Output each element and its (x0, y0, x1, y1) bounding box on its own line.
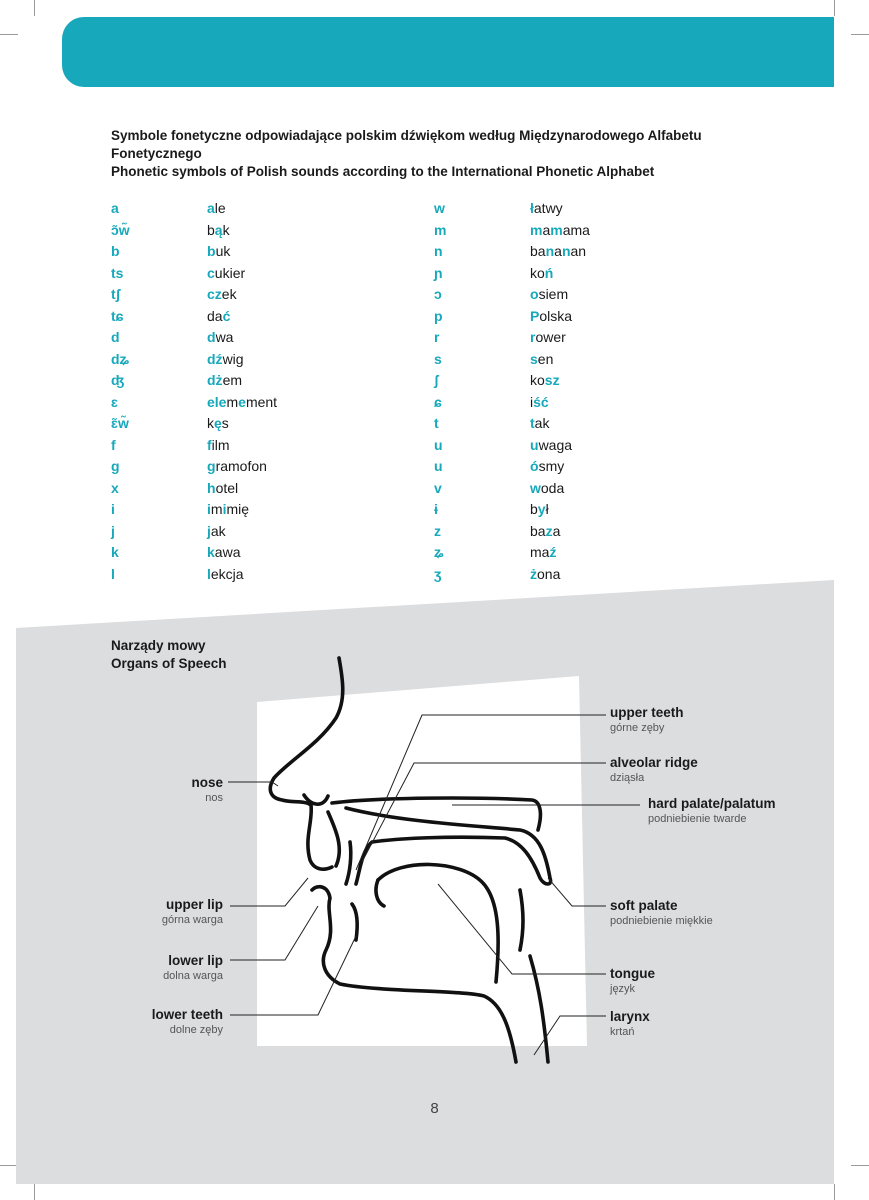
highlighted-letters: ó (530, 458, 539, 474)
label-lower-teeth: lower teeth dolne zęby (151, 1007, 223, 1036)
label-larynx: larynx krtań (610, 1009, 650, 1038)
word-part: ramofon (215, 458, 267, 474)
phonetic-symbol: ʃ (434, 372, 439, 388)
phonetic-symbol: ɛ̃w̃ (111, 415, 129, 431)
highlighted-letters: n (545, 243, 555, 259)
highlighted-letters: ń (544, 264, 554, 281)
word-part: ukier (214, 264, 246, 281)
phonetic-symbol: j (111, 522, 115, 539)
highlighted-letters: dź (207, 350, 223, 367)
phonetic-symbol: r (434, 329, 440, 345)
word-part: oda (540, 479, 565, 496)
phonetic-symbol: ɔ (434, 286, 442, 302)
highlighted-letters: ć (222, 307, 231, 324)
phonetic-symbol: ɕ (434, 393, 442, 410)
highlighted-letters: sz (544, 372, 560, 388)
highlighted-letters: a (207, 200, 215, 216)
label-upper-lip: upper lip górna warga (161, 897, 223, 926)
phonetic-symbol: p (434, 307, 443, 324)
word-part: an (570, 243, 587, 259)
word-part: a (554, 243, 562, 259)
phonetic-symbol: b (111, 243, 120, 259)
highlighted-letters: ę (214, 415, 222, 431)
phonetic-symbol: w (434, 200, 445, 216)
highlighted-letters: ł (530, 200, 534, 216)
word-part: awa (214, 544, 241, 560)
word-part: a (552, 522, 561, 539)
word-part: ak (210, 522, 226, 539)
highlighted-letters: dż (207, 372, 223, 388)
word-part: ower (535, 329, 566, 345)
phonetic-symbol: k (111, 544, 119, 560)
phonetic-symbol: x (111, 479, 119, 496)
word-part: a (542, 221, 551, 238)
word-part: ł (545, 501, 549, 517)
word-part: wa (215, 329, 234, 345)
phonetic-symbol: ɲ (434, 264, 443, 281)
highlighted-letters: r (530, 329, 536, 345)
phonetic-symbol: t (434, 415, 439, 431)
highlighted-letters: k (207, 544, 215, 560)
word-part: m (226, 393, 239, 410)
highlighted-letters: i (207, 501, 211, 517)
word-part: atwy (533, 200, 563, 216)
word-part: ek (221, 286, 237, 302)
phonetic-symbol: tɕ (111, 307, 124, 324)
label-lower-lip: lower lip dolna warga (163, 953, 223, 982)
highlighted-letters: f (207, 436, 212, 453)
word-part: le (214, 200, 226, 216)
word-part: ama (562, 221, 590, 238)
word-part: otel (215, 479, 239, 496)
phonetic-symbol: ts (111, 264, 124, 281)
phonetic-symbol: v (434, 479, 442, 496)
phonetic-symbol: a (111, 200, 119, 216)
word-part: b (207, 221, 215, 238)
word-part: ona (537, 565, 561, 582)
highlighted-letters: ą (214, 221, 223, 238)
highlighted-letters: ż (530, 565, 537, 582)
word-part: b (530, 501, 538, 517)
highlighted-letters: d (207, 329, 216, 345)
word-part: en (537, 350, 554, 367)
phonetic-symbol: f (111, 436, 116, 453)
phonetic-symbol: ʑ (434, 544, 444, 560)
highlighted-letters: h (207, 479, 216, 496)
word-part: siem (538, 286, 569, 302)
title-english: Phonetic symbols of Polish sounds according to the International Phonetic Alphabet (111, 164, 655, 179)
word-part: em (222, 372, 243, 388)
highlighted-letters: u (530, 436, 539, 453)
highlighted-letters: y (537, 501, 546, 517)
highlighted-letters: m (530, 221, 543, 238)
label-nose: nose nos (191, 775, 223, 804)
label-soft-palate: soft palate podniebienie miękkie (610, 898, 713, 927)
highlighted-letters: e (238, 393, 246, 410)
word-part: ba (530, 522, 546, 539)
phonetic-symbol: l (111, 565, 115, 582)
word-part: ma (530, 544, 550, 560)
phonetic-symbol: s (434, 350, 442, 367)
word-part: smy (538, 458, 565, 474)
highlighted-letters: z (545, 522, 553, 539)
phonetic-symbol: i (111, 501, 115, 517)
word-part: ko (530, 372, 545, 388)
highlighted-letters: P (530, 307, 540, 324)
title-polish-line1: Symbole fonetyczne odpowiadające polskim dźwiękom według Międzynarodowego Alfabetu (111, 128, 702, 143)
highlighted-letters: c (207, 264, 215, 281)
speech-title-english: Organs of Speech (111, 656, 227, 671)
word-part: ko (530, 264, 545, 281)
word-part: da (207, 307, 223, 324)
highlighted-letters: b (207, 243, 216, 259)
word-part: waga (538, 436, 573, 453)
highlighted-letters: t (530, 415, 535, 431)
word-part: i (530, 393, 534, 410)
highlighted-letters: ść (533, 393, 549, 410)
word-part: ment (245, 393, 278, 410)
word-part: ba (530, 243, 546, 259)
phonetic-symbol: u (434, 458, 443, 474)
phonetic-symbol: ɔ̃w̃ (111, 221, 130, 238)
phonetic-symbol: ɨ (434, 501, 438, 517)
highlighted-letters: w (530, 479, 541, 496)
title-polish-line2: Fonetycznego (111, 146, 202, 161)
word-part: uk (215, 243, 231, 259)
label-alveolar-ridge: alveolar ridge dziąsła (610, 755, 698, 784)
highlighted-letters: cz (207, 286, 222, 302)
phonetic-symbol: z (434, 522, 441, 539)
phonetic-symbol: m (434, 221, 447, 238)
speech-title-polish: Narządy mowy (111, 638, 206, 653)
highlighted-letters: i (222, 501, 227, 517)
page-number: 8 (430, 1100, 439, 1117)
label-upper-teeth: upper teeth górne zęby (610, 705, 684, 734)
label-tongue: tongue język (610, 966, 655, 995)
word-part: ak (534, 415, 550, 431)
phonetic-symbol: tʃ (111, 286, 121, 302)
phonetic-symbol: ɛ (111, 393, 118, 410)
word-part: olska (539, 307, 573, 324)
highlighted-letters: g (207, 458, 216, 474)
word-part: wig (222, 350, 244, 367)
word-part: s (221, 415, 229, 431)
phonetic-symbol: ʒ (434, 565, 442, 582)
speech-section-title (111, 637, 227, 673)
word-part: ekcja (210, 565, 244, 582)
word-part: k (222, 221, 230, 238)
highlighted-letters: m (550, 221, 563, 238)
word-part: mię (226, 501, 250, 517)
highlighted-letters: ele (207, 393, 227, 410)
word-part: k (207, 415, 214, 431)
highlighted-letters: s (530, 350, 538, 367)
phonetic-symbol: d (111, 329, 120, 345)
highlighted-letters: o (530, 286, 539, 302)
phonetic-symbol: dʑ (111, 350, 130, 367)
word-part: ilm (211, 436, 230, 453)
highlighted-letters: j (207, 522, 211, 539)
phonetic-symbol: n (434, 243, 443, 259)
phonetic-symbol: u (434, 436, 443, 453)
phonetic-symbol: g (111, 458, 120, 474)
word-part: m (210, 501, 223, 517)
label-hard-palate: hard palate/palatum podniebienie twarde (648, 796, 776, 825)
highlighted-letters: n (561, 243, 571, 259)
highlighted-letters: ź (549, 544, 557, 560)
highlighted-letters: l (207, 565, 211, 582)
phonetic-symbol: ʤ (111, 372, 125, 388)
